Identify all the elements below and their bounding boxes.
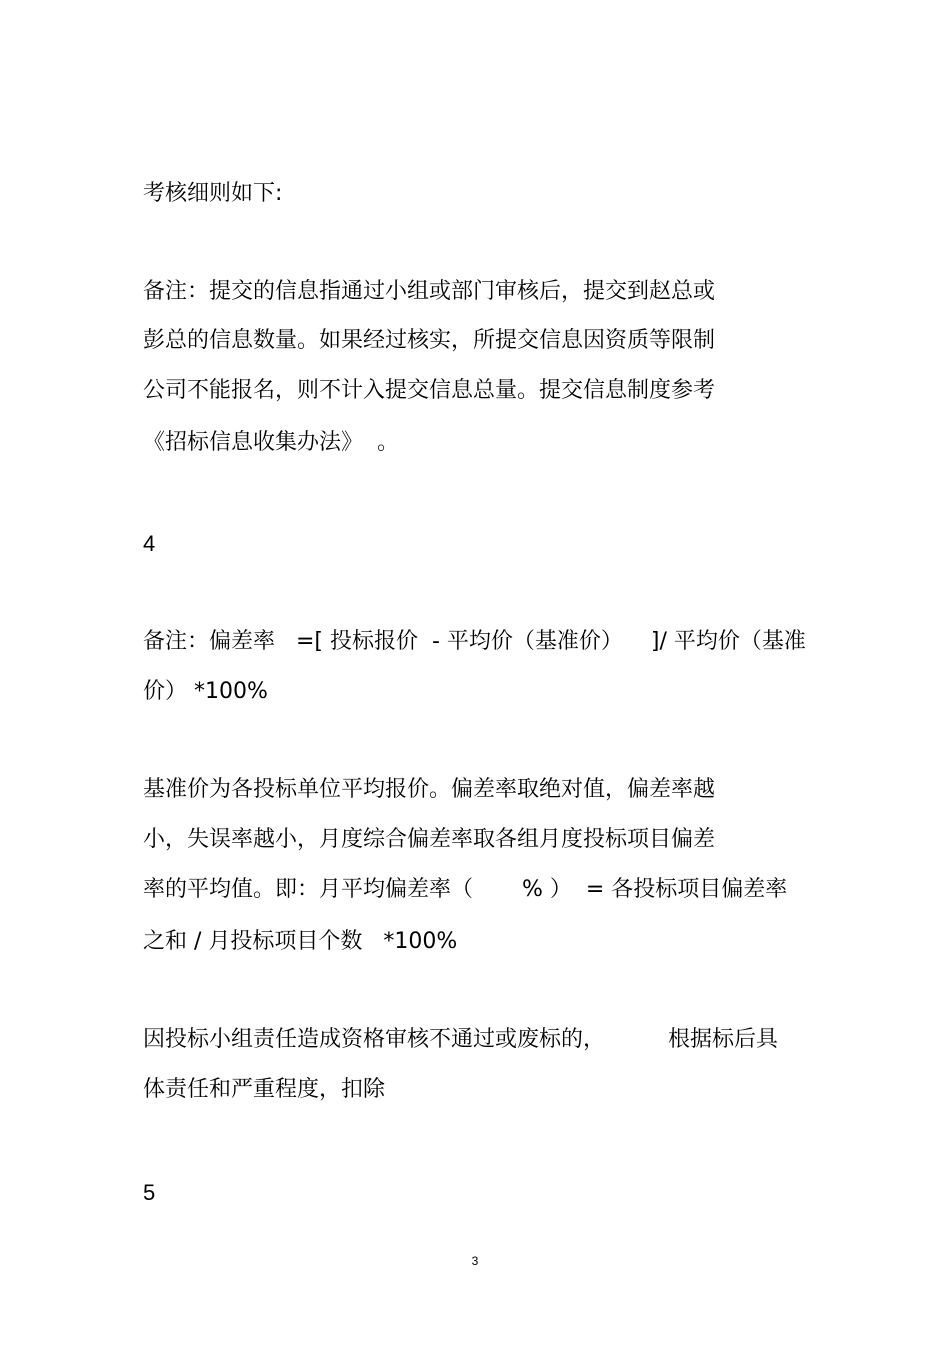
paragraph1-line-2: 小，失误率越小，月度综合偏差率取各组月度投标项目偏差 bbox=[143, 827, 716, 852]
paragraph1-line-4: 之和 / 月投标项目个数 *100% bbox=[143, 929, 458, 954]
paragraph1-line-1: 基准价为各投标单位平均报价。偏差率取绝对值，偏差率越 bbox=[143, 777, 716, 802]
section-number-4: 4 bbox=[143, 531, 156, 556]
section-number-5: 5 bbox=[143, 1180, 156, 1205]
note2-line-1: 备注：偏差率 =[ 投标报价 - 平均价（基准价） ]/ 平均价（基准 bbox=[143, 629, 806, 654]
note1-line-2: 彭总的信息数量。如果经过核实，所提交信息因资质等限制 bbox=[143, 328, 716, 353]
note1-line-3: 公司不能报名，则不计入提交信息总量。提交信息制度参考 bbox=[143, 378, 716, 403]
note1-line-1: 备注：提交的信息指通过小组或部门审核后，提交到赵总或 bbox=[143, 279, 716, 304]
note1-line-4: 《招标信息收集办法》 。 bbox=[143, 430, 399, 455]
note2-line-2: 价） *100% bbox=[143, 679, 268, 704]
heading-text: 考核细则如下: bbox=[143, 181, 283, 206]
paragraph2-line-1: 因投标小组责任造成资格审核不通过或废标的， 根据标后具 bbox=[143, 1027, 778, 1052]
paragraph2-line-2: 体责任和严重程度，扣除 bbox=[143, 1077, 386, 1102]
paragraph1-line-3: 率的平均值。即：月平均偏差率（ % ） = 各投标项目偏差率 bbox=[143, 877, 788, 902]
page-number: 3 bbox=[471, 1254, 479, 1268]
